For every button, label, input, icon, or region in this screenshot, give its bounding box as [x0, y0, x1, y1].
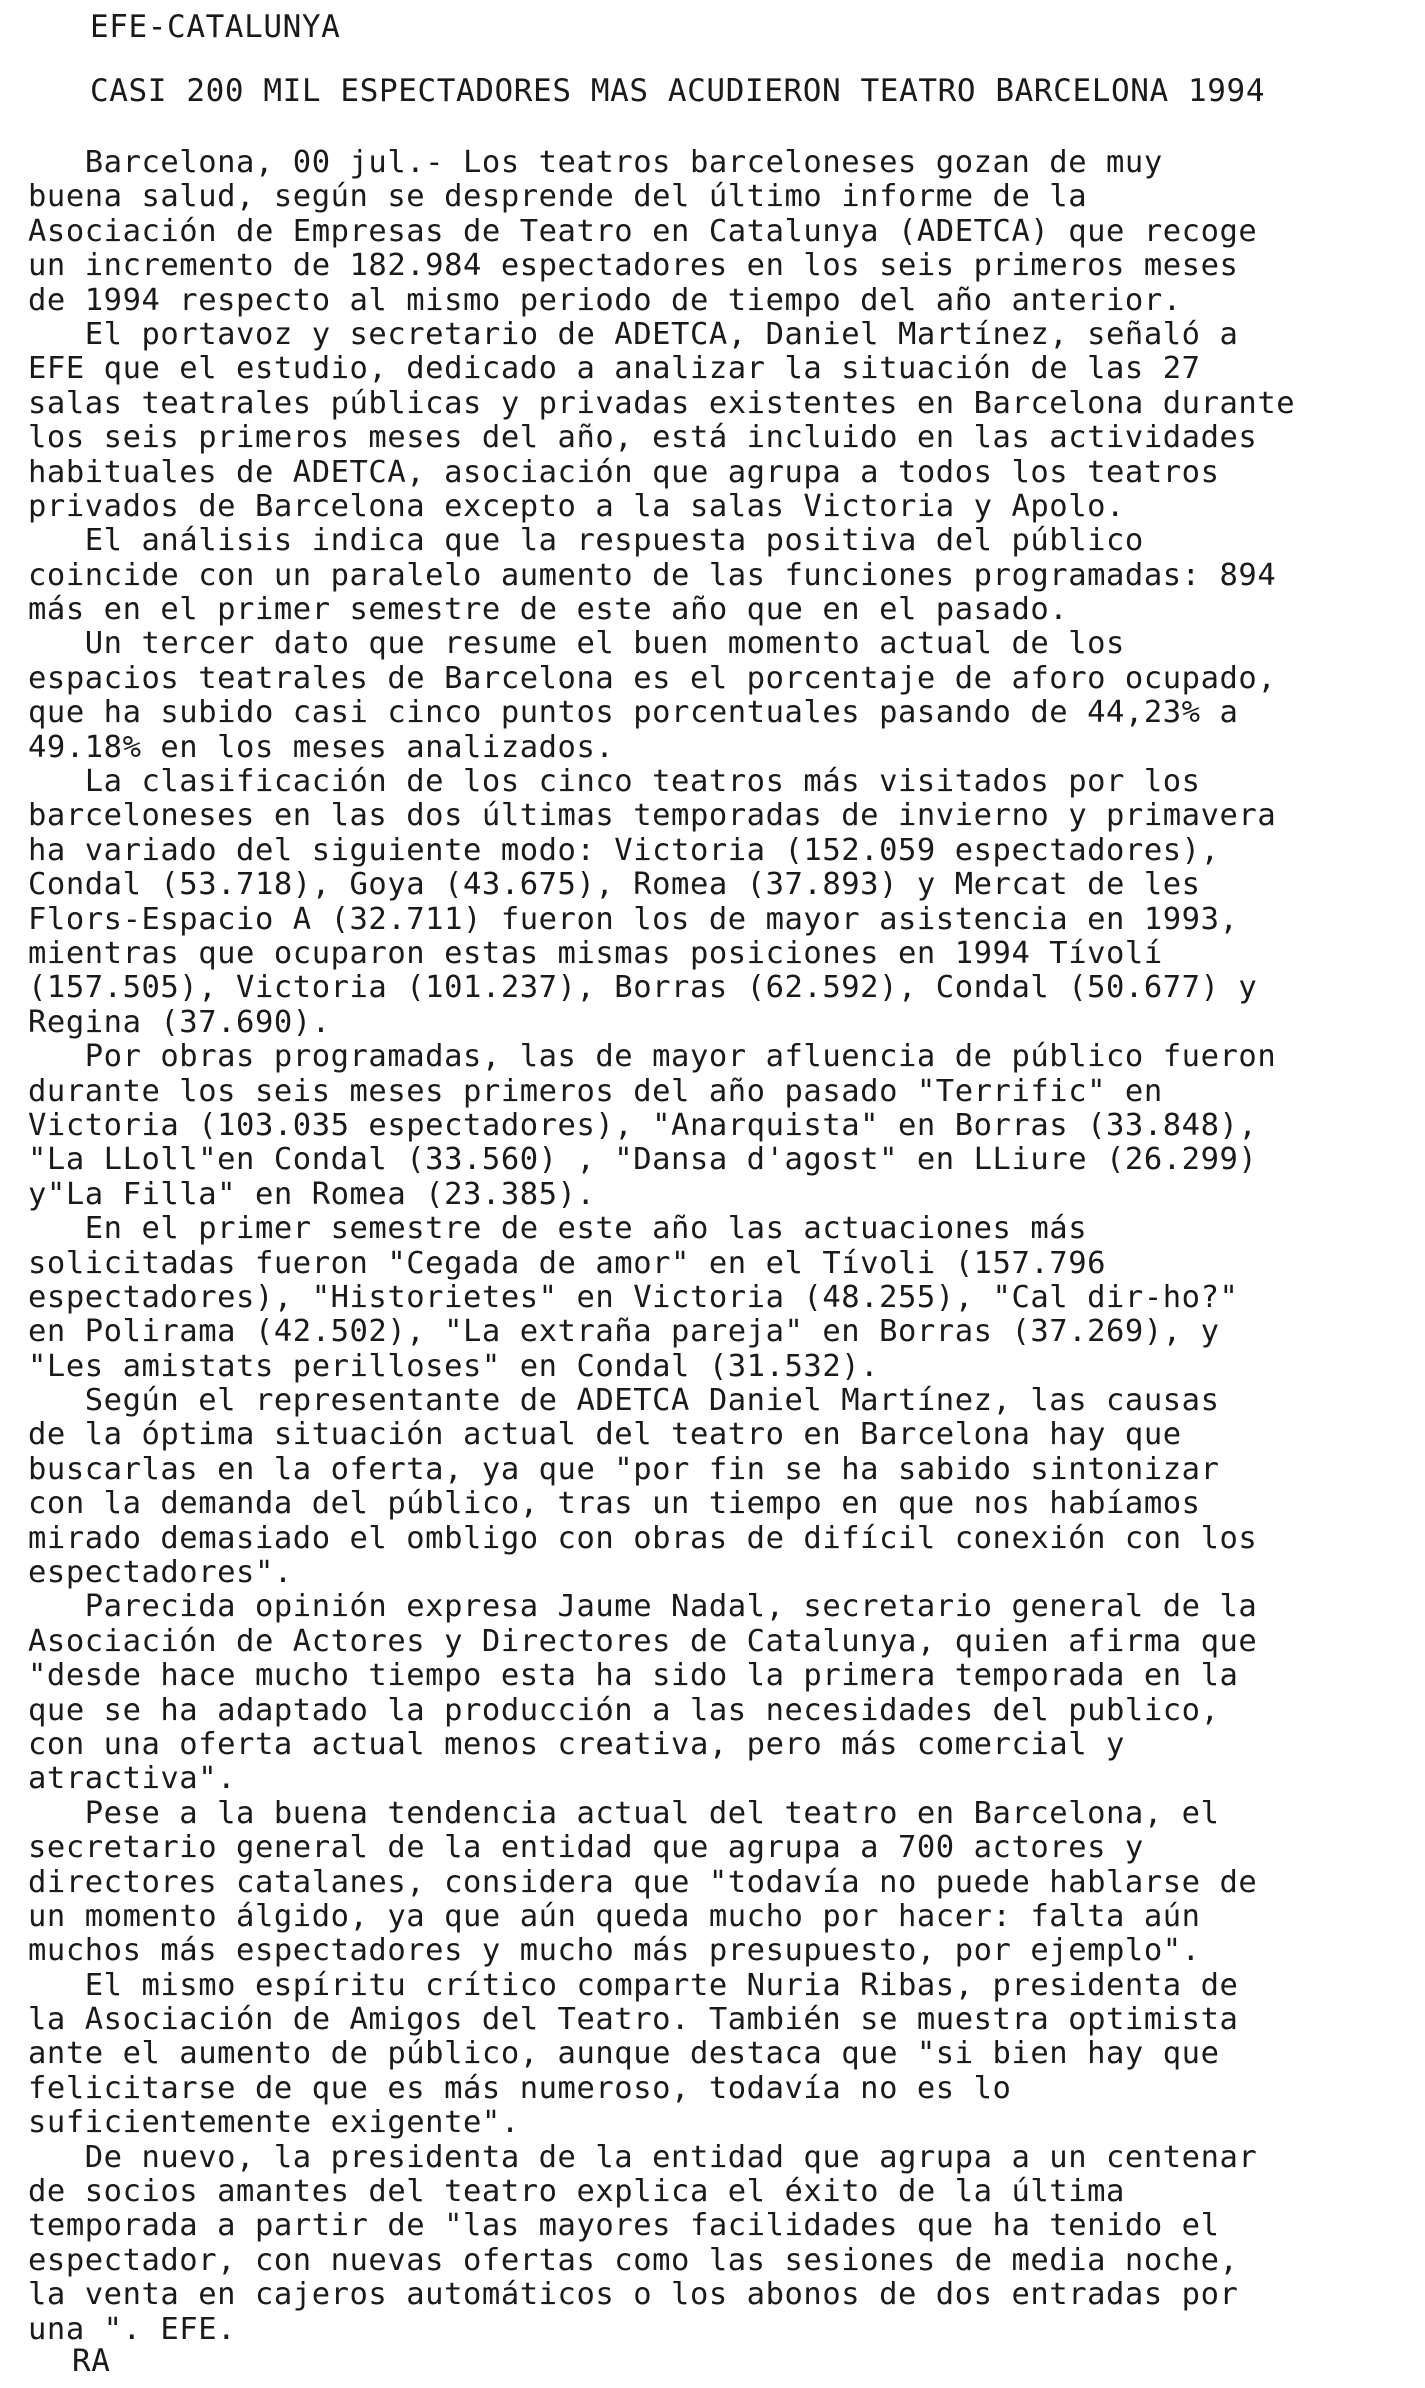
body-line: De nuevo, la presidenta de la entidad que agrupa a un centenar	[28, 2139, 1258, 2175]
body-line: en Polirama (42.502), "La extraña pareja" en Borras (37.269), y	[28, 1314, 1220, 1350]
body-line: La clasificación de los cinco teatros más visitados por los	[28, 764, 1201, 800]
body-line: Regina (37.690).	[28, 1004, 331, 1040]
signoff: RA	[72, 2343, 111, 2379]
body-line: espectador, con nuevas ofertas como las sesiones de media noche,	[28, 2242, 1239, 2278]
body-line: privados de Barcelona excepto a la salas Victoria y Apolo.	[28, 488, 1125, 524]
body-line: Por obras programadas, las de mayor afluencia de público fueron	[28, 1039, 1277, 1075]
body-line: Según el representante de ADETCA Daniel Martínez, las causas	[28, 1383, 1220, 1419]
body-line: los seis primeros meses del año, está incluido en las actividades	[28, 420, 1258, 456]
body-line: secretario general de la entidad que agrupa a 700 actores y	[28, 1830, 1144, 1866]
body-line: barceloneses en las dos últimas temporadas de invierno y primavera	[28, 798, 1277, 834]
body-line: y"La Filla" en Romea (23.385).	[28, 1176, 596, 1212]
body-line: que ha subido casi cinco puntos porcentuales pasando de 44,23% a	[28, 695, 1239, 731]
body-line: 49.18% en los meses analizados.	[28, 729, 615, 765]
body-line: espacios teatrales de Barcelona es el porcentaje de aforo ocupado,	[28, 660, 1277, 696]
body-line: ha variado del siguiente modo: Victoria (152.059 espectadores),	[28, 832, 1220, 868]
body-line: Parecida opinión expresa Jaume Nadal, secretario general de la	[28, 1589, 1258, 1625]
body-line: habituales de ADETCA, asociación que agrupa a todos los teatros	[28, 454, 1220, 490]
body-line: espectadores), "Historietes" en Victoria (48.255), "Cal dir-ho?"	[28, 1279, 1239, 1315]
body-line: una ". EFE.	[28, 2311, 237, 2347]
body-line: buena salud, según se desprende del último informe de la	[28, 179, 1088, 215]
body-line: EFE que el estudio, dedicado a analizar la situación de las 27	[28, 351, 1201, 387]
body-line: "Les amistats perilloses" en Condal (31.532).	[28, 1348, 880, 1384]
body-line: coincide con un paralelo aumento de las funciones programadas: 894	[28, 557, 1277, 593]
body-line: espectadores".	[28, 1555, 293, 1591]
body-line: Pese a la buena tendencia actual del teatro en Barcelona, el	[28, 1795, 1220, 1831]
body-line: mientras que ocuparon estas mismas posiciones en 1994 Tívolí	[28, 935, 1163, 971]
body-line: la Asociación de Amigos del Teatro. También se muestra optimista	[28, 2002, 1239, 2038]
body-line: directores catalanes, considera que "todavía no puede hablarse de	[28, 1864, 1258, 1900]
body-line: "desde hace mucho tiempo esta ha sido la primera temporada en la	[28, 1658, 1239, 1694]
body-line: atractiva".	[28, 1761, 237, 1797]
body-line: de socios amantes del teatro explica el éxito de la última	[28, 2174, 1125, 2210]
body-line: felicitarse de que es más numeroso, todavía no es lo	[28, 2070, 1012, 2106]
body-line: suficientemente exigente".	[28, 2105, 520, 2141]
body-line: "La LLoll"en Condal (33.560) , "Dansa d'agost" en LLiure (26.299)	[28, 1142, 1258, 1178]
body-line: Barcelona, 00 jul.- Los teatros barceloneses gozan de muy	[28, 145, 1163, 180]
body-line: Un tercer dato que resume el buen momento actual de los	[28, 626, 1125, 662]
body-line: de la óptima situación actual del teatro en Barcelona hay que	[28, 1417, 1182, 1453]
body-line: de 1994 respecto al mismo periodo de tiempo del año anterior.	[28, 282, 1182, 318]
body-line: muchos más espectadores y mucho más presupuesto, por ejemplo".	[28, 1933, 1201, 1969]
body-line: con la demanda del público, tras un tiempo en que nos habíamos	[28, 1486, 1201, 1522]
body-line: Asociación de Actores y Directores de Catalunya, quien afirma que	[28, 1623, 1258, 1659]
body-line: que se ha adaptado la producción a las necesidades del publico,	[28, 1692, 1220, 1728]
body-line: solicitadas fueron "Cegada de amor" en el Tívoli (157.796	[28, 1245, 1107, 1281]
body-line: (157.505), Victoria (101.237), Borras (62.592), Condal (50.677) y	[28, 970, 1258, 1006]
body-line: con una oferta actual menos creativa, pero más comercial y	[28, 1726, 1125, 1762]
headline: CASI 200 MIL ESPECTADORES MAS ACUDIERON TEATRO BARCELONA 1994	[90, 73, 1266, 109]
body-line: El portavoz y secretario de ADETCA, Daniel Martínez, señaló a	[28, 316, 1239, 352]
body-line: temporada a partir de "las mayores facilidades que ha tenido el	[28, 2208, 1220, 2244]
body-line: El mismo espíritu crítico comparte Nuria Ribas, presidenta de	[28, 1967, 1239, 2003]
body-line: buscarlas en la oferta, ya que "por fin se ha sabido sintonizar	[28, 1451, 1220, 1487]
agency-name: EFE-CATALUNYA	[90, 9, 341, 45]
body-line: un momento álgido, ya que aún queda mucho por hacer: falta aún	[28, 1898, 1201, 1934]
body-line: Asociación de Empresas de Teatro en Catalunya (ADETCA) que recoge	[28, 213, 1258, 249]
body-line: la venta en cajeros automáticos o los abonos de dos entradas por	[28, 2277, 1239, 2313]
body-line: Condal (53.718), Goya (43.675), Romea (37.893) y Mercat de les	[28, 867, 1201, 903]
body-line: Flors-Espacio A (32.711) fueron los de mayor asistencia en 1993,	[28, 901, 1239, 937]
body-line: mirado demasiado el ombligo con obras de difícil conexión con los	[28, 1520, 1258, 1556]
body-line: ante el aumento de público, aunque destaca que "si bien hay que	[28, 2036, 1220, 2072]
article-body	[28, 146, 1413, 2347]
body-line: Victoria (103.035 espectadores), "Anarquista" en Borras (33.848),	[28, 1107, 1258, 1143]
body-line: salas teatrales públicas y privadas existentes en Barcelona durante	[28, 385, 1296, 421]
body-line: más en el primer semestre de este año que en el pasado.	[28, 592, 1069, 628]
body-line: En el primer semestre de este año las actuaciones más	[28, 1211, 1088, 1247]
body-line: El análisis indica que la respuesta positiva del público	[28, 523, 1144, 559]
body-line: un incremento de 182.984 espectadores en los seis primeros meses	[28, 248, 1239, 284]
body-line: durante los seis meses primeros del año pasado "Terrific" en	[28, 1073, 1163, 1109]
